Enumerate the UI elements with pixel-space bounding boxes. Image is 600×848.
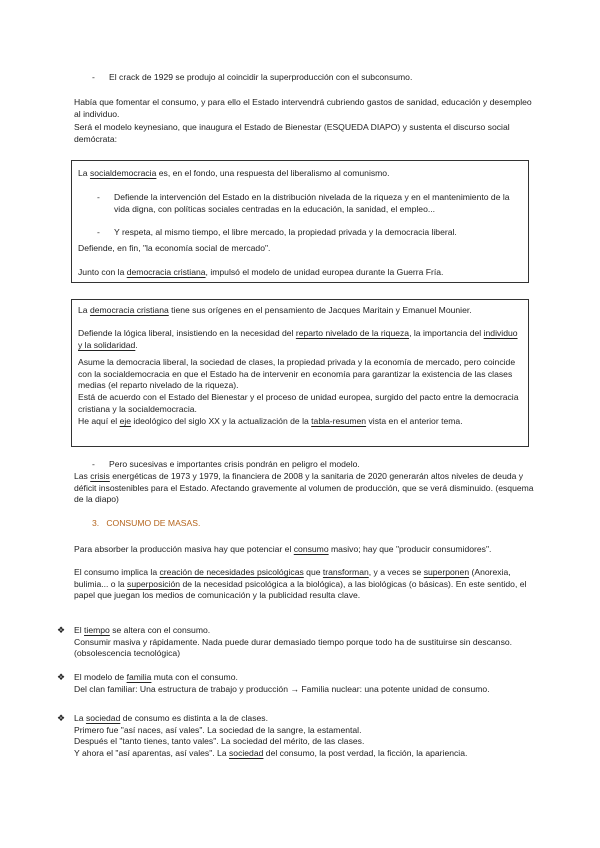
- intro-paragraph-2: Será el modelo keynesiano, que inaugura el Estado de Bienestar (ESQUEDA DIAPO) y sustenta el discurso social demócrata:: [74, 122, 510, 144]
- democracia-cristiana-box: [71, 299, 529, 447]
- masas-paragraph-1: Para absorber la producción masiva hay que potenciar el consumo masivo; hay que "producir consumidores".: [74, 544, 492, 554]
- diamond-bullet-icon: ❖: [57, 713, 66, 723]
- intro-paragraph-1: Había que fomentar el consumo, y para ello el Estado intervendrá cubriendo gastos de sanidad, educación y desempleo al individuo.: [74, 97, 532, 119]
- box2-p1: La democracia cristiana tiene sus orígenes en el pensamiento de Jacques Maritain y Emanuel Mounier.: [78, 305, 472, 315]
- box2-p4: Está de acuerdo con el Estado del Bienestar y el proceso de unidad europea, surgido del pacto entre la democracia cristiana y la socialdemocracia.: [78, 392, 519, 414]
- term-socialdemocracia: socialdemocracia: [89, 168, 157, 178]
- item-sociedad: La sociedad de consumo es distinta a la de clases. Primero fue "así naces, así vales". La sociedad de la sangre, la estamental. Después el "tanto tienes, tanto vales". La sociedad del mérito, de las clases. Y ahora el "así aparentas, así vales". La sociedad del consumo, la post verdad, la ficción, la apariencia.: [74, 713, 468, 758]
- item-familia: El modelo de familia muta con el consumo. Del clan familiar: Una estructura de trabajo y producción → Familia nuclear: una potente unidad de consumo.: [74, 672, 490, 694]
- masas-paragraph-2: El consumo implica la creación de necesidades psicológicas que transforman, y a veces se superponen (Anorexia, bulimia... o la superposición de la necesidad psicológica a la biológica), a las biológicas (o básicas). En este sentido, el papel que juegan los medios de comunicación y la publicidad resulta clave.: [74, 567, 527, 601]
- box2-p5: He aquí el eje ideológico del siglo XX y la actualización de la tabla-resumen vista en el anterior tema.: [78, 416, 463, 426]
- diamond-bullet-icon: ❖: [57, 625, 66, 635]
- dash-marker: -: [92, 72, 95, 82]
- box1-junto: Junto con la democracia cristiana, impulsó el modelo de unidad europea durante la Guerra Fría.: [78, 267, 444, 277]
- box1-defiende: Defiende, en fin, "la economía social de mercado".: [78, 243, 271, 253]
- item-tiempo: El tiempo se altera con el consumo. Consumir masiva y rápidamente. Nada puede durar demasiado tiempo porque todo ha de sustituirse sin descanso. (obsolescencia tecnológica): [74, 625, 513, 659]
- socialdemocracia-box: La socialdemocracia es, en el fondo, una respuesta del liberalismo al comunismo. - Defiende la intervención del Estado en la distribución nivelada de la riqueza y en el mantenimiento de la vida digna, con políticas sociales centradas en la educación, la sanidad, el empleo... - Y respeta, al mismo tiempo, el libre mercado, la propiedad privada y la democracia liberal. Defiende, en fin, "la economía social de mercado". Junto con la democracia cristiana, impulsó el modelo de unidad europea durante la Guerra Fría.: [71, 160, 529, 283]
- term-democracia-cristiana: democracia cristiana: [126, 267, 206, 277]
- box2-p3: Asume la democracia liberal, la sociedad de clases, la propiedad privada y la economía de mercado, pero coincide con la socialdemocracia en que el Estado ha de intervenir en economía para garantizar la existencia de las clases medias (el reparto nivelado de la riqueza).: [78, 357, 516, 391]
- box1-intro: La socialdemocracia es, en el fondo, una respuesta del liberalismo al comunismo.: [78, 168, 390, 178]
- box2-p2: Defiende la lógica liberal, insistiendo en la necesidad del reparto nivelado de la riqueza, la importancia del individuo y la solidaridad.: [78, 328, 518, 350]
- section-heading: 3. CONSUMO DE MASAS.: [92, 518, 201, 528]
- crisis-paragraph: Las crisis energéticas de 1973 y 1979, la financiera de 2008 y la sanitaria de 2020 generarán altos niveles de deuda y déficit insostenibles para el Estado. Afectando gravemente al volumen de producción, que se verá disminuido. (esquema de la diapo): [74, 471, 534, 505]
- bullet-text: El crack de 1929 se produjo al coincidir la superproducción con el subconsumo.: [109, 72, 413, 82]
- diamond-bullet-icon: ❖: [57, 672, 66, 682]
